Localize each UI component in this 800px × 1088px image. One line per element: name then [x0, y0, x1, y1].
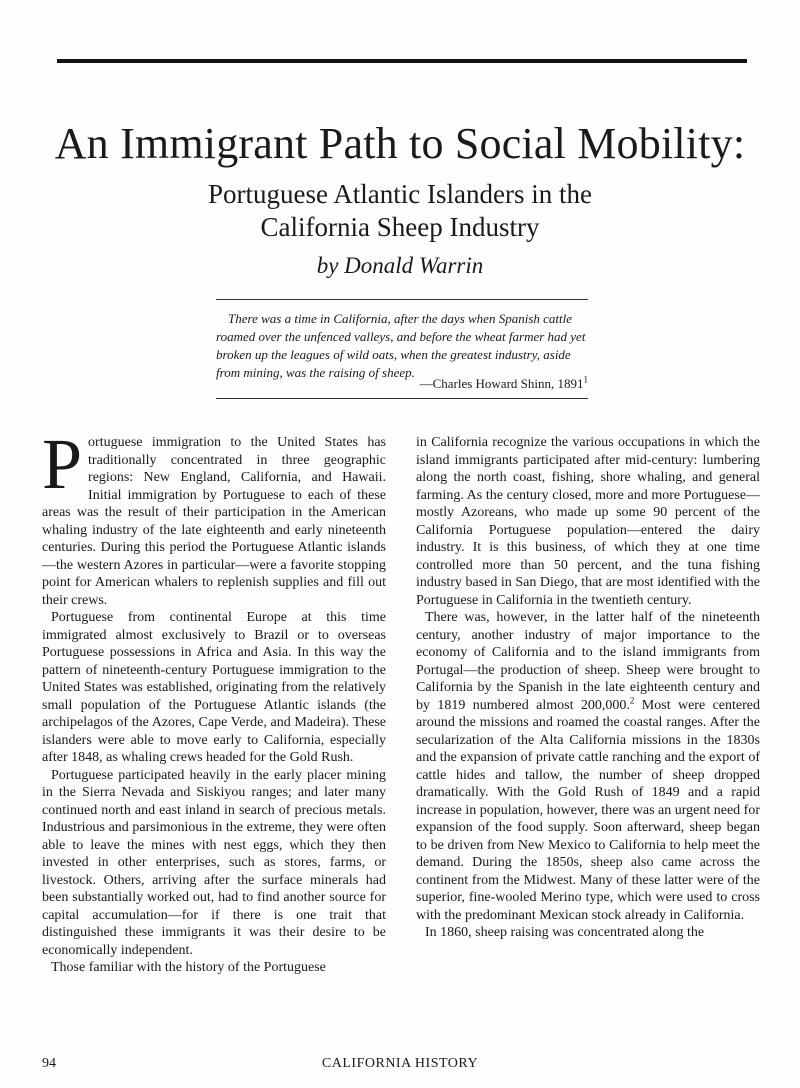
paragraph: Those familiar with the history of the Portuguese — [51, 960, 326, 975]
subtitle-line-1: Portuguese Atlantic Islanders in the — [208, 179, 592, 209]
paragraph: In 1860, sheep raising was concentrated along the — [425, 925, 705, 940]
epigraph-top-rule — [216, 299, 588, 300]
paragraph: in California recognize the various occupations in which the island immigrants participated after mid-century: lumbering along the north coast, fishing, shore whaling, and general farming. As the century closed, more and more Portuguese—mostly Azoreans, who made up some 90 percent of the California Portuguese population—entered the dairy industry. It is this business, of which they at one time controlled more than 50 percent, and the tuna fishing industry based in San Diego, that are most identified with the Portuguese in California in the twentieth century. — [416, 435, 760, 608]
epigraph-attribution — [216, 376, 588, 392]
body-column-right — [416, 434, 760, 942]
journal-name: CALIFORNIA HISTORY — [321, 1056, 479, 1071]
subtitle-line-2: California Sheep Industry — [260, 212, 540, 242]
paragraph — [416, 609, 760, 924]
paragraph-text: ortuguese immigration to the United States has traditionally concentrated in three geographic regions: New England, California, and Hawaii. Initial immigration by Portuguese to each of these areas was the result of their participation in the American whaling industry of the late eighteenth and early nineteenth centuries. During this period the Portuguese Atlantic islands—the western Azores in particular—were a favorite stopping point for American whalers to replenish supplies and fill out their crews. — [42, 435, 386, 608]
epigraph-text: There was a time in California, after the days when Spanish cattle roamed over the unfenced valleys, and before the wheat farmer had yet broken up the leagues of wild oats, when the greatest industry, aside from mining, was the raising of sheep. — [216, 311, 586, 380]
footnote-ref-2: 2 — [629, 694, 635, 705]
epigraph-attribution-text: —Charles Howard Shinn, 1891 — [419, 376, 584, 391]
paragraph-text: Most were centered around the missions and roamed the coastal ranges. After the secularization of the Alta California missions in the 1830s and the expansion of private cattle ranching and the export of cattle hides and tallow, the number of sheep dropped dramatically. With the Gold Rush of 1849 and a rapid increase in population, however, there was an urgent need for expansion of the food supply. Soon afterward, sheep began to be driven from New Mexico to California to help meet the demand. During the 1850s, sheep also came across the continent from the Midwest. Many of these latter were of the superior, fine-wooled Merino type, which were used to cross with the predominant Mexican stock already in California. — [416, 697, 760, 923]
epigraph-bottom-rule — [216, 398, 588, 399]
epigraph — [216, 310, 588, 382]
paragraph-text: There was, however, in the latter half of the nineteenth century, another industry of major importance to the economy of California and to the island immigrants from Portugal—the production of sheep. Sheep were brought to California by the Spanish in the late eighteenth century and by 1819 numbered almost 200,000. — [416, 610, 760, 713]
body-column-left — [42, 424, 386, 977]
footnote-ref-1: 1 — [583, 374, 588, 385]
paragraph: Portuguese participated heavily in the early placer mining in the Sierra Nevada and Siskiyou ranges; and later many continued north and east inland in search of precious metals. Industrious and parsimonious in the extreme, they were often able to leave the mines with nest eggs, which they then invested in other enterprises, such as stores, farms, or livestock. Others, arriving after the surface minerals had been substantially worked out, had to find another source for capital accumulation—for if there is one trait that distinguished these immigrants it was their desire to be economically independent. — [42, 767, 386, 958]
top-rule — [57, 59, 747, 63]
drop-cap: P — [42, 424, 83, 504]
paragraph — [42, 424, 386, 609]
byline: by Donald Warrin — [316, 253, 484, 278]
article-title: An Immigrant Path to Social Mobility: — [54, 119, 746, 168]
paragraph: Portuguese from continental Europe at this time immigrated almost exclusively to Brazil or to overseas Portuguese possessions in Africa and Asia. In this way the pattern of nineteenth-century Portuguese immigration to the United States was established, originating from the relatively small population of the Portuguese Atlantic islands (the archipelagos of the Azores, Cape Verde, and Madeira). These islanders were able to move early to California, especially after 1848, as whaling crews headed for the Gold Rush. — [42, 610, 386, 765]
article-subtitle — [0, 178, 800, 244]
page-number: 94 — [42, 1056, 56, 1071]
